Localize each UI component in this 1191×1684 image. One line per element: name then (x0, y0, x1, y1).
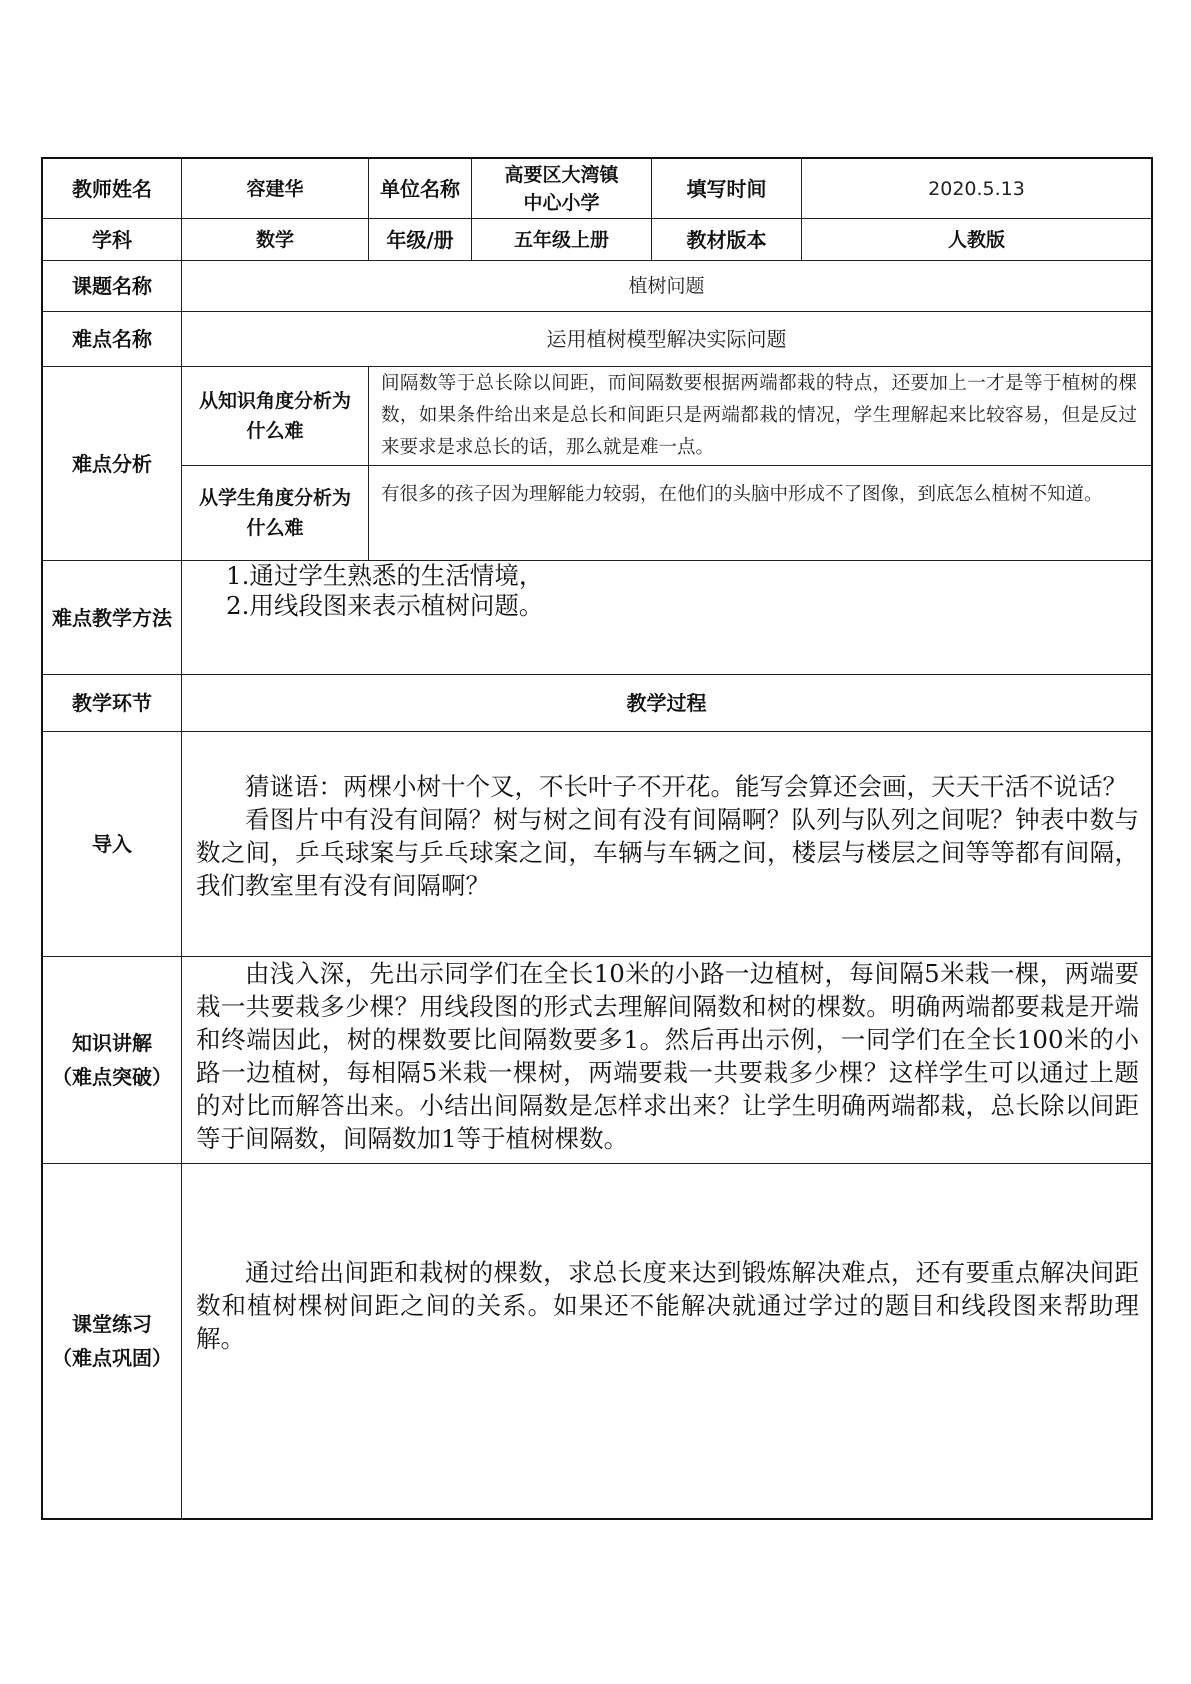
method-label: 难点教学方法 (43, 561, 182, 674)
explain-label-line2: （难点突破） (52, 1065, 172, 1089)
explain-para: 由浅入深，先出示同学们在全长10米的小路一边植树，每间隔5米栽一棵，两端要栽一共要栽多少棵？用线段图的形式去理解间隔数和树的棵数。明确两端都要栽是开端和终端因此，树的棵数要比间隔数要多1。然后再出示例，一同学们在全长100米的小路一边植树，每相隔5米栽一棵树，两端要栽一共要栽多少棵？这样学生可以通过上题的对比而解答出来。小结出间隔数是怎样求出来？让学生明确两端都栽，总长除以间距等于间隔数，间隔数加1等于植树棵数。 (196, 959, 1139, 1153)
fill-time-label: 填写时间 (652, 159, 802, 218)
intro-row (43, 732, 1151, 957)
student-subrow (182, 465, 1151, 560)
method-row (43, 561, 1151, 675)
knowledge-label-text: 从知识角度分析为什么难 (198, 390, 351, 442)
explain-row (43, 957, 1151, 1164)
teacher-label: 教师姓名 (43, 159, 182, 218)
explain-label (43, 957, 182, 1163)
difficulty-row (43, 312, 1151, 367)
topic-label: 课题名称 (43, 261, 182, 311)
edition-label: 教材版本 (652, 219, 802, 260)
explain-content (182, 957, 1151, 1163)
analysis-row (43, 367, 1151, 561)
difficulty-value: 运用植树模型解决实际问题 (546, 327, 787, 351)
subject-label: 学科 (43, 219, 182, 260)
student-label-text: 从学生角度分析为什么难 (198, 486, 351, 539)
method-content (182, 561, 1151, 674)
analysis-label: 难点分析 (43, 367, 182, 560)
practice-label-line1: 课堂练习 (72, 1312, 152, 1336)
practice-content (182, 1164, 1151, 1518)
header-row (43, 159, 1151, 219)
subject-row (43, 219, 1151, 261)
knowledge-subrow (182, 367, 1151, 466)
process-label: 教学过程 (626, 691, 707, 715)
method-item-1: 1.通过学生熟悉的生活情境， (226, 561, 544, 590)
unit-value-text: 高要区大湾镇中心小学 (504, 163, 619, 214)
intro-para-2: 看图片中有没有间隔？树与树之间有没有间隔啊？队列与队列之间呢？钟表中数与数之间，乒乓球案与乒乓球案之间，车辆与车辆之间，楼层与楼层之间等等都有间隔，我们教室里有没有间隔啊？ (196, 805, 1139, 900)
method-item-2: 2.用线段图来表示植树问题。 (226, 591, 544, 620)
student-text (369, 465, 1151, 560)
teacher-value: 容建华 (182, 159, 369, 218)
knowledge-text (369, 367, 1151, 465)
difficulty-label: 难点名称 (43, 312, 182, 366)
unit-label: 单位名称 (369, 159, 472, 218)
intro-para-1: 猜谜语：两棵小树十个叉，不长叶子不开花。能写会算还会画，天天干活不说话？ (245, 772, 1127, 801)
subject-value: 数学 (182, 219, 369, 260)
knowledge-text-body: 间隔数等于总长除以间距，而间隔数要根据两端都栽的特点，还要加上一才是等于植树的棵数，如果条件给出来是总长和间距只是两端都栽的情况，学生理解起来比较容易，但是反过来要求是求总长的话，那么就是难一点。 (381, 373, 1137, 458)
topic-value: 植树问题 (628, 275, 705, 297)
lesson-design-table (41, 157, 1153, 1520)
practice-label-line2: （难点巩固） (52, 1346, 172, 1370)
grade-value: 五年级上册 (472, 219, 652, 260)
process-header-row (43, 675, 1151, 732)
edition-value: 人教版 (947, 228, 1005, 251)
intro-content (182, 732, 1151, 956)
topic-row (43, 261, 1151, 312)
stage-label: 教学环节 (43, 675, 182, 731)
student-label (182, 465, 369, 560)
practice-row (43, 1164, 1151, 1518)
unit-value (472, 159, 652, 218)
knowledge-label (182, 367, 369, 465)
grade-label: 年级/册 (369, 219, 472, 260)
intro-label: 导入 (43, 732, 182, 956)
fill-time-value: 2020.5.13 (928, 177, 1025, 200)
practice-para: 通过给出间距和栽树的棵数，求总长度来达到锻炼解决难点，还有要重点解决间距数和植树棵树间距之间的关系。如果还不能解决就通过学过的题目和线段图来帮助理解。 (196, 1258, 1139, 1353)
practice-label (43, 1164, 182, 1518)
student-text-body: 有很多的孩子因为理解能力较弱，在他们的头脑中形成不了图像，到底怎么植树不知道。 (381, 484, 1103, 505)
explain-label-line1: 知识讲解 (72, 1031, 152, 1055)
